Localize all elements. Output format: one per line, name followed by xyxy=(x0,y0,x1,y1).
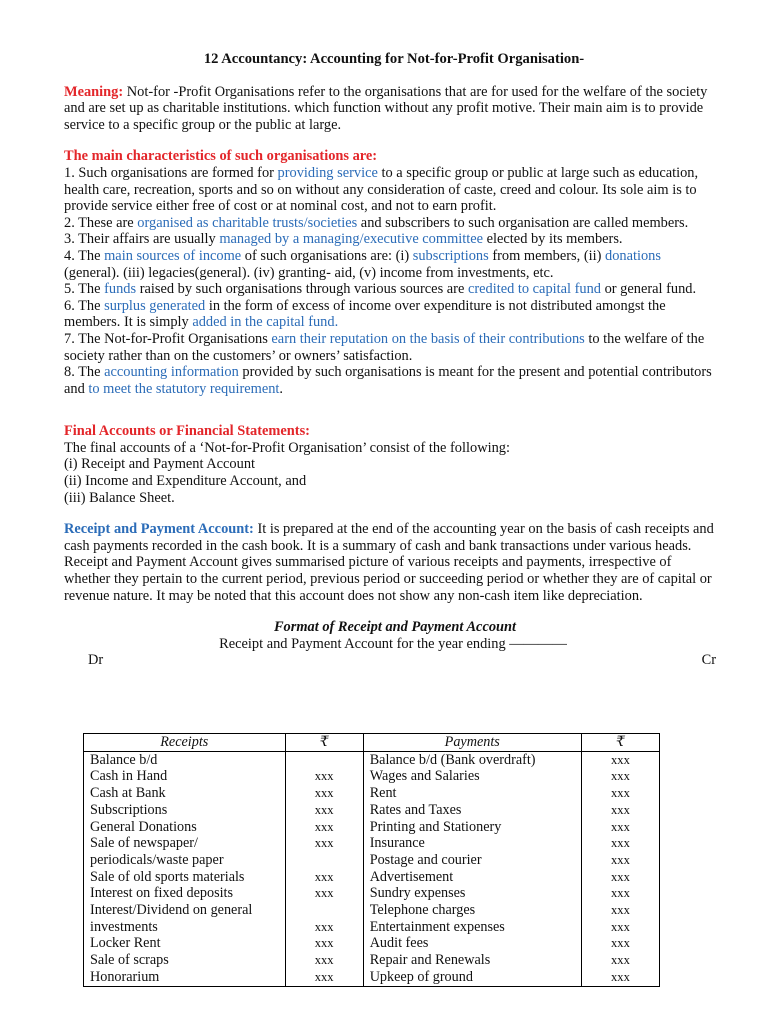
payment-amount: xxx xyxy=(581,902,659,919)
characteristic-text: (general). (iii) legacies(general). (iv) granting- aid, (v) income from investments, etc. xyxy=(64,264,554,281)
highlighted-phrase: organised as charitable trusts/societies xyxy=(137,214,358,231)
characteristic-item xyxy=(64,248,716,281)
receipt-amount: xxx xyxy=(285,802,363,819)
characteristic-text: 1. Such organisations are formed for xyxy=(64,164,278,181)
table-row xyxy=(84,802,660,819)
payment-amount: xxx xyxy=(581,852,659,869)
payment-item: Printing and Stationery xyxy=(363,819,581,836)
characteristic-item xyxy=(64,331,716,364)
table-row xyxy=(84,969,660,986)
receipt-amount xyxy=(285,751,363,768)
characteristic-item xyxy=(64,215,716,232)
payment-item: Rates and Taxes xyxy=(363,802,581,819)
payment-amount: xxx xyxy=(581,952,659,969)
characteristics-list xyxy=(64,165,716,397)
characteristic-item xyxy=(64,165,716,215)
receipt-amount: xxx xyxy=(285,768,363,785)
characteristics-heading: The main characteristics of such organisations are: xyxy=(64,148,378,165)
receipts-header: Receipts xyxy=(84,734,286,752)
characteristic-text: 3. Their affairs are usually xyxy=(64,231,220,248)
receipt-amount: xxx xyxy=(285,935,363,952)
receipt-payment-text: It is prepared at the end of the accounting year on the basis of cash receipts and cash payments recorded in the cash book. It is a summary of cash and bank transactions under various heads. Receipt and Payment Account gives summarised picture of various receipts and payments, irrespective of whether they pertain to the current period, previous period or succeeding period or whether they are of capital or revenue nature. It may be noted that this account does not show any non-cash item like depreciation. xyxy=(64,521,714,604)
payment-amount: xxx xyxy=(581,751,659,768)
characteristic-text: in the form of excess of income over expenditure is not distributed amongst the members. It is simply xyxy=(64,297,666,331)
highlighted-phrase: donations xyxy=(605,247,661,264)
characteristic-text: to a specific group or public at large such as education, health care, recreation, sports and so on without any consideration of caste, creed and colour. Its sole aim is to provide service either free of cost or at nominal cost, and not to earn profit. xyxy=(64,164,699,215)
payment-item: Repair and Renewals xyxy=(363,952,581,969)
payment-amount: xxx xyxy=(581,768,659,785)
table-header-row xyxy=(84,734,660,752)
payment-amount: xxx xyxy=(581,869,659,886)
highlighted-phrase: surplus generated xyxy=(104,297,206,314)
table-row xyxy=(84,852,660,869)
final-accounts-item: (iii) Balance Sheet. xyxy=(64,489,175,506)
highlighted-phrase: managed by a managing/executive committee xyxy=(219,231,484,248)
receipt-payment-heading: Receipt and Payment Account: xyxy=(64,521,254,538)
characteristic-text: 8. The xyxy=(64,364,105,381)
format-subtitle: Receipt and Payment Account for the year ending ———— xyxy=(219,635,567,652)
table-body xyxy=(84,751,660,986)
receipt-payment-paragraph xyxy=(64,521,716,604)
payment-amount: xxx xyxy=(581,785,659,802)
highlighted-phrase: to meet the statutory requirement xyxy=(88,380,280,397)
characteristic-item xyxy=(64,281,716,298)
format-title: Format of Receipt and Payment Account xyxy=(273,619,517,636)
receipts-amount-header: ₹ xyxy=(285,734,363,752)
table-row xyxy=(84,819,660,836)
characteristic-text: raised by such organisations through various sources are xyxy=(136,281,468,298)
receipt-item: Cash at Bank xyxy=(84,785,286,802)
receipt-amount: xxx xyxy=(285,952,363,969)
characteristic-text: provided by such organisations is meant for the present and potential contributors and xyxy=(64,364,712,397)
characteristic-text: to the welfare of the society rather than on the customers’ or owners’ satisfaction. xyxy=(64,330,705,364)
payments-amount-header: ₹ xyxy=(581,734,659,752)
characteristic-text: of such organisations are: (i) xyxy=(241,247,413,264)
highlighted-phrase: credited to capital fund xyxy=(467,281,601,298)
characteristic-text: and subscribers to such organisation are called members. xyxy=(357,214,689,231)
highlighted-phrase: accounting information xyxy=(104,364,239,381)
payment-amount: xxx xyxy=(581,919,659,936)
characteristic-text: elected by its members. xyxy=(483,231,623,248)
receipt-item: Sale of newspaper/ xyxy=(84,835,286,852)
final-accounts-item: (ii) Income and Expenditure Account, and xyxy=(64,473,307,490)
credit-label: Cr xyxy=(701,652,716,669)
highlighted-phrase: earn their reputation on the basis of their contributions xyxy=(271,330,585,347)
characteristic-text: 7. The Not-for-Profit Organisations xyxy=(64,330,272,347)
receipt-item: General Donations xyxy=(84,819,286,836)
receipt-item: Interest/Dividend on general xyxy=(84,902,286,919)
table-row xyxy=(84,751,660,768)
payment-amount: xxx xyxy=(581,802,659,819)
highlighted-phrase: main sources of income xyxy=(104,247,242,264)
payment-item: Balance b/d (Bank overdraft) xyxy=(363,751,581,768)
characteristic-text: or general fund. xyxy=(601,281,697,298)
receipt-item: Balance b/d xyxy=(84,751,286,768)
receipt-item: Subscriptions xyxy=(84,802,286,819)
page-title: 12 Accountancy: Accounting for Not-for-Profit Organisation- xyxy=(203,51,585,67)
payment-item: Insurance xyxy=(363,835,581,852)
characteristic-text: 2. These are xyxy=(64,214,138,231)
payment-item: Upkeep of ground xyxy=(363,969,581,986)
meaning-paragraph xyxy=(64,84,716,134)
receipt-item: Honorarium xyxy=(84,969,286,986)
payment-amount: xxx xyxy=(581,935,659,952)
payment-amount: xxx xyxy=(581,885,659,902)
characteristic-text: 5. The xyxy=(64,281,105,298)
payment-item: Telephone charges xyxy=(363,902,581,919)
debit-label: Dr xyxy=(88,652,104,669)
characteristic-text: 6. The xyxy=(64,297,105,314)
payment-amount: xxx xyxy=(581,819,659,836)
table-row xyxy=(84,919,660,936)
payment-item: Entertainment expenses xyxy=(363,919,581,936)
highlighted-phrase: providing service xyxy=(277,164,378,181)
payment-item: Advertisement xyxy=(363,869,581,886)
receipt-amount: xxx xyxy=(285,785,363,802)
final-accounts-item: (i) Receipt and Payment Account xyxy=(64,456,256,473)
highlighted-phrase: subscriptions xyxy=(412,247,489,264)
table-row xyxy=(84,768,660,785)
final-accounts-heading: Final Accounts or Financial Statements: xyxy=(64,423,310,440)
receipt-amount: xxx xyxy=(285,919,363,936)
characteristic-item xyxy=(64,298,716,331)
characteristic-text: from members, (ii) xyxy=(488,247,606,264)
receipt-amount: xxx xyxy=(285,835,363,852)
payments-header: Payments xyxy=(363,734,581,752)
receipt-amount xyxy=(285,902,363,919)
receipt-item: Cash in Hand xyxy=(84,768,286,785)
payment-amount: xxx xyxy=(581,969,659,986)
dr-cr-row xyxy=(64,652,716,668)
characteristic-item xyxy=(64,231,716,248)
payment-item: Wages and Salaries xyxy=(363,768,581,785)
receipt-amount: xxx xyxy=(285,885,363,902)
table-row xyxy=(84,902,660,919)
table-row xyxy=(84,885,660,902)
receipt-item: Interest on fixed deposits xyxy=(84,885,286,902)
payment-item: Audit fees xyxy=(363,935,581,952)
receipt-item: Locker Rent xyxy=(84,935,286,952)
receipt-amount: xxx xyxy=(285,869,363,886)
payment-item: Sundry expenses xyxy=(363,885,581,902)
table-row xyxy=(84,869,660,886)
payment-amount: xxx xyxy=(581,835,659,852)
receipt-item: Sale of old sports materials xyxy=(84,869,286,886)
payment-item: Postage and courier xyxy=(363,852,581,869)
characteristic-text: . xyxy=(279,380,284,397)
payment-item: Rent xyxy=(363,785,581,802)
receipt-item: Sale of scraps xyxy=(84,952,286,969)
receipt-amount xyxy=(285,852,363,869)
highlighted-phrase: funds xyxy=(104,281,137,298)
receipt-item: periodicals/waste paper xyxy=(84,852,286,869)
meaning-heading: Meaning: xyxy=(64,83,124,100)
receipt-amount: xxx xyxy=(285,969,363,986)
table-row xyxy=(84,952,660,969)
table-row xyxy=(84,835,660,852)
characteristic-text: 4. The xyxy=(64,247,105,264)
characteristic-item xyxy=(64,364,716,397)
receipt-amount: xxx xyxy=(285,819,363,836)
table-row xyxy=(84,935,660,952)
table-row xyxy=(84,785,660,802)
receipt-payment-table xyxy=(83,733,660,987)
meaning-text: Not-for -Profit Organisations refer to the organisations that are for used for the welfare of the society and are set up as charitable institutions. which function without any profit motive. Their main aim is to provide service to a specific group or the public at large. xyxy=(64,83,708,133)
receipt-item: investments xyxy=(84,919,286,936)
document-body xyxy=(64,51,716,668)
final-accounts-intro: The final accounts of a ‘Not-for-Profit Organisation’ consist of the following: xyxy=(64,439,510,456)
highlighted-phrase: added in the capital fund. xyxy=(192,314,339,331)
